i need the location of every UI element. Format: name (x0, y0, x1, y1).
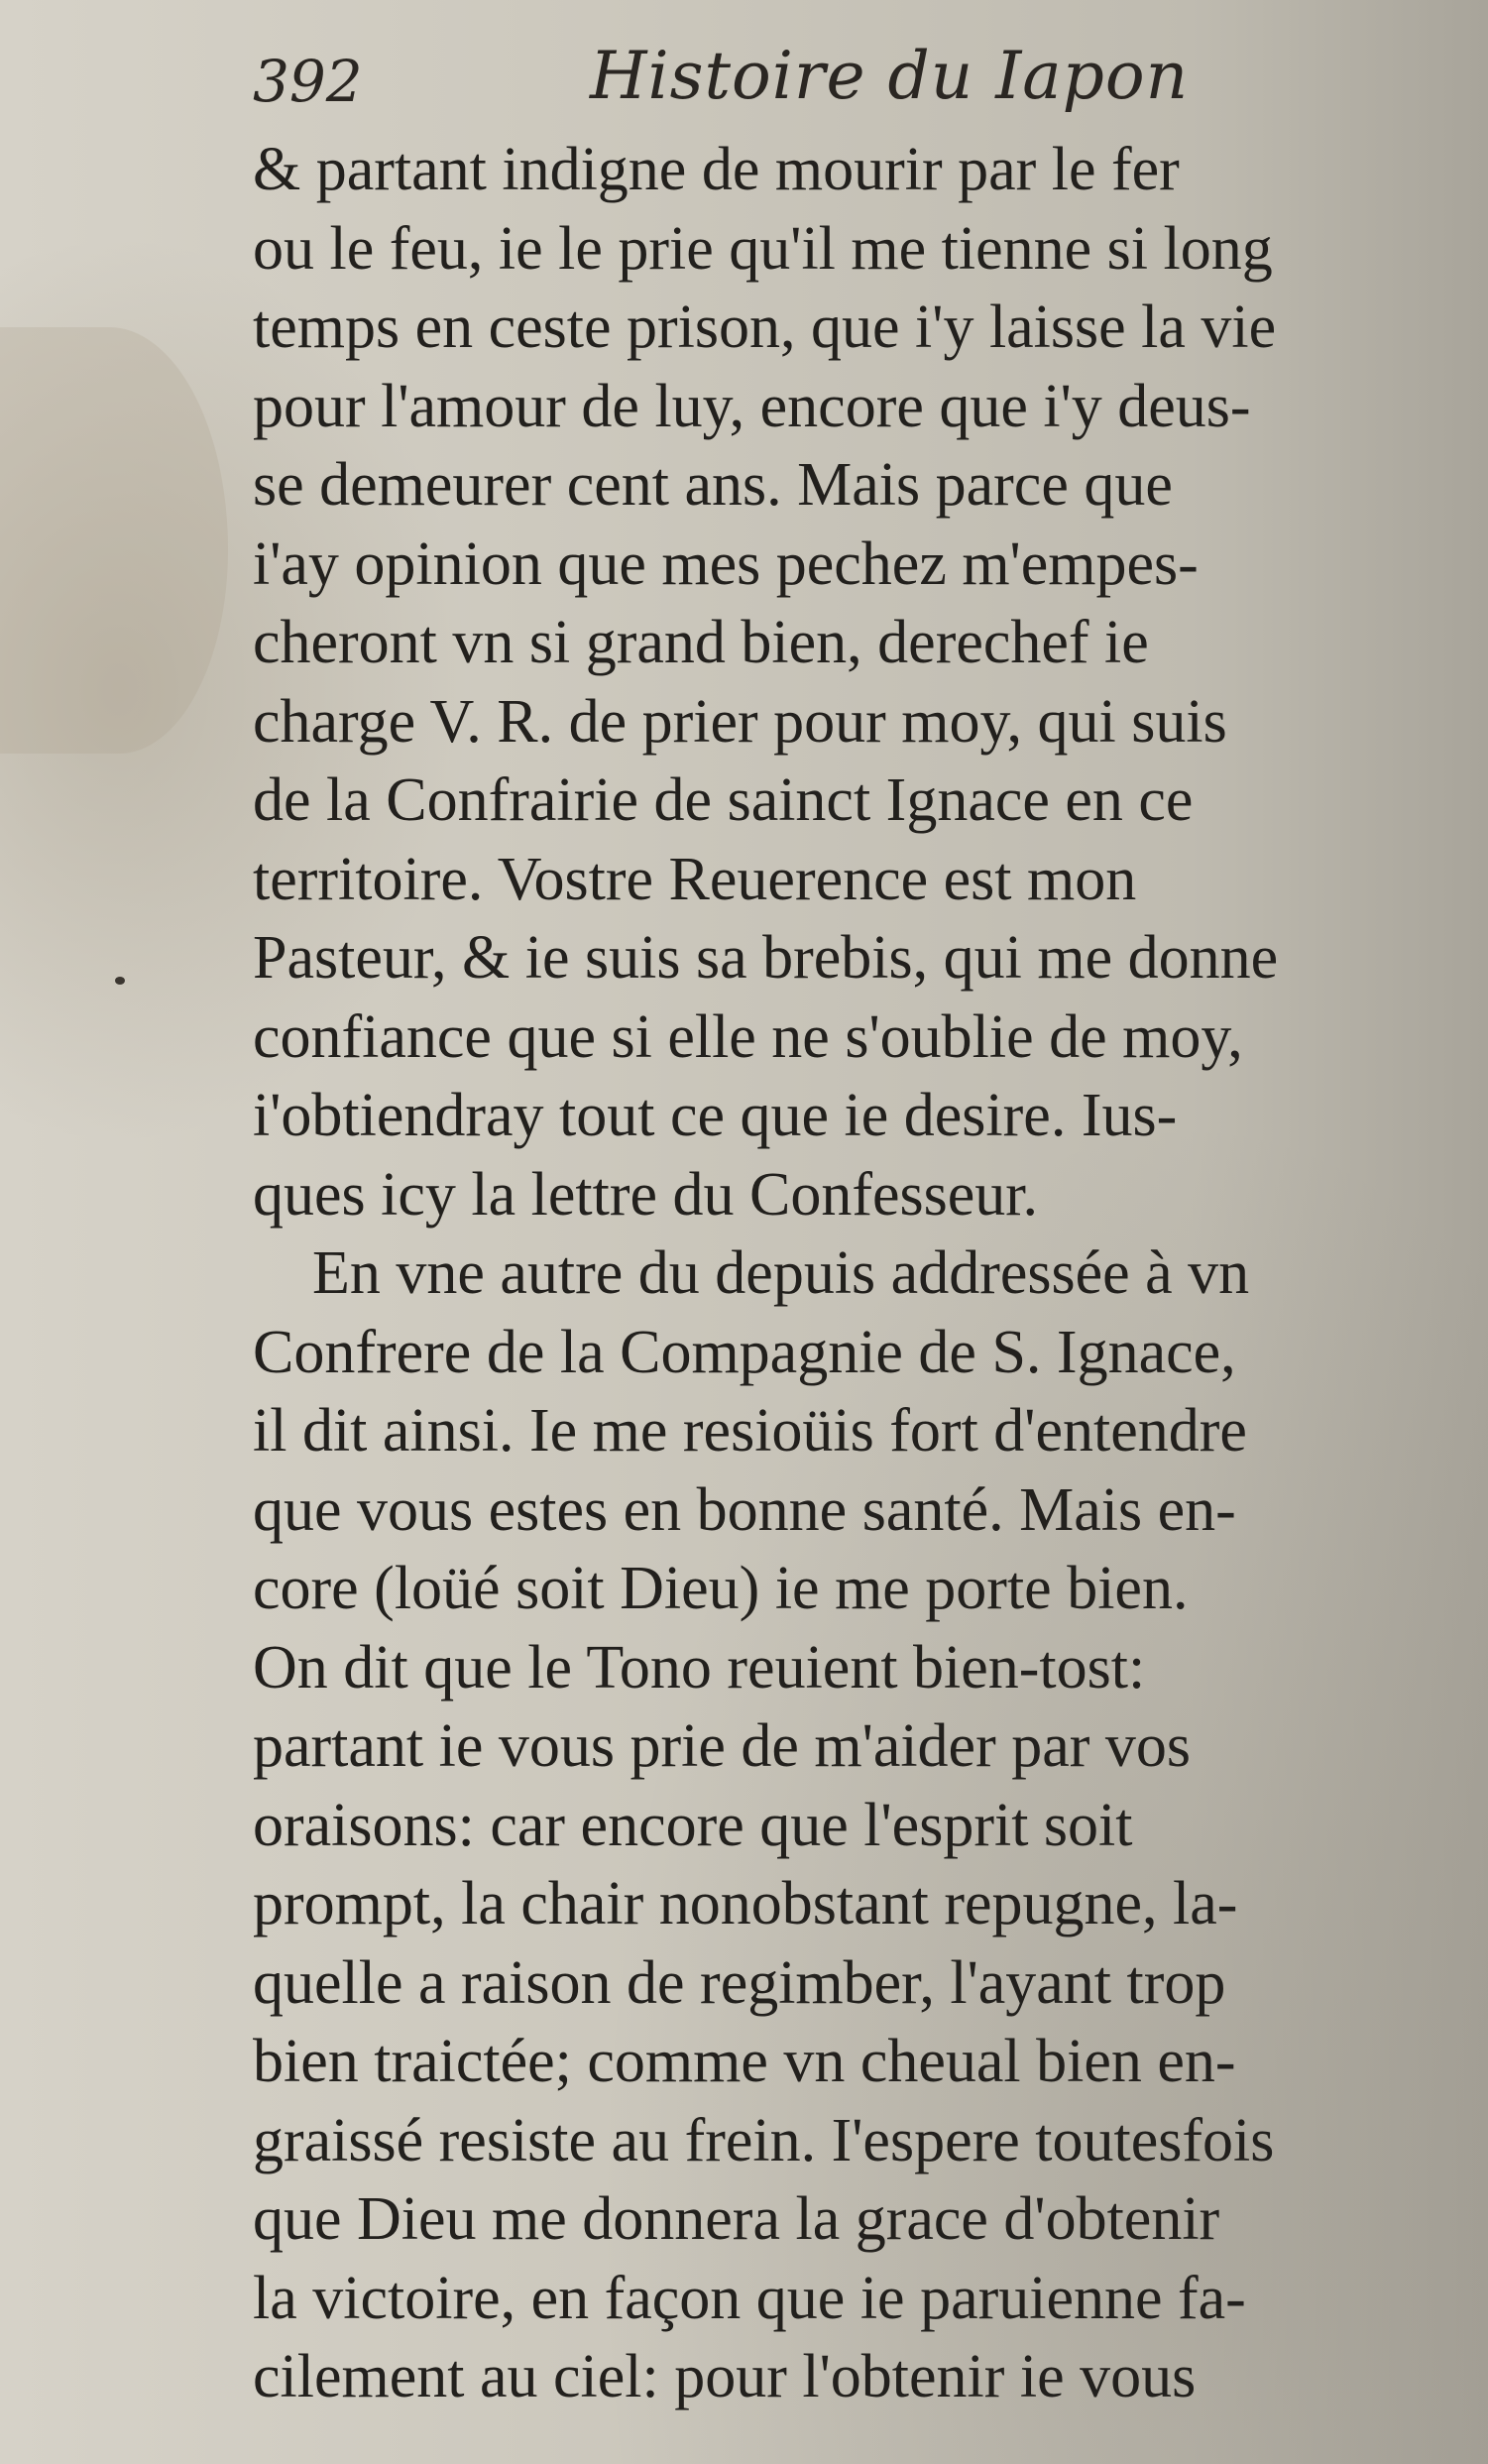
text-line: de la Confrairie de sainct Ignace en ce (253, 766, 1194, 834)
text-line: core (loüé soit Dieu) ie me porte bien. (253, 1555, 1189, 1622)
text-line: & partant indigne de mourir par le fer (253, 136, 1180, 203)
paper-stain (0, 327, 228, 754)
text-line: graissé resiste au frein. I'espere toutesfois (253, 2106, 1275, 2174)
text-line: que vous estes en bonne santé. Mais en- (253, 1475, 1236, 1544)
text-line: ques icy la lettre du Confesseur. (253, 1160, 1039, 1229)
text-line: On dit que le Tono reuient bien-tost: (253, 1633, 1146, 1701)
text-line: oraisons: car encore que l'esprit soit (253, 1791, 1133, 1859)
page-header (253, 38, 1442, 127)
text-line: pour l'amour de luy, encore que i'y deus- (253, 372, 1251, 440)
text-line: bien traictée; comme vn cheual bien en- (253, 2028, 1236, 2095)
text-line: Pasteur, & ie suis sa brebis, qui me donne (253, 924, 1279, 992)
text-line: territoire. Vostre Reuerence est mon (253, 845, 1137, 913)
text-line: la victoire, en façon que ie paruienne fa- (253, 2264, 1246, 2332)
paragraph-start-line: En vne autre du depuis addressée à vn (312, 1239, 1250, 1307)
text-line: ou le feu, ie le prie qu'il me tienne si long (253, 214, 1273, 283)
text-line: prompt, la chair nonobstant repugne, la- (253, 1870, 1238, 1937)
text-line: se demeurer cent ans. Mais parce que (253, 451, 1173, 519)
text-line: que Dieu me donnera la grace d'obtenir (253, 2185, 1220, 2253)
text-line: Confrere de la Compagnie de S. Ignace, (253, 1318, 1236, 1386)
text-line: confiance que si elle ne s'oublie de moy, (253, 1002, 1243, 1071)
margin-ink-mark (115, 977, 125, 985)
text-line: temps en ceste prison, que i'y laisse la vie (253, 293, 1277, 361)
text-line: cheront vn si grand bien, derechef ie (253, 609, 1149, 676)
text-line: il dit ainsi. Ie me resioüis fort d'entendre (253, 1397, 1247, 1465)
body-text (253, 131, 1428, 2417)
text-line: quelle a raison de regimber, l'ayant trop (253, 1948, 1226, 2017)
text-line: i'ay opinion que mes pechez m'empes- (253, 529, 1199, 598)
running-title: Histoire du Iapon (590, 38, 1190, 114)
text-line: charge V. R. de prier pour moy, qui suis (253, 687, 1227, 756)
text-line: i'obtiendray tout ce que ie desire. Ius- (253, 1082, 1178, 1149)
text-line: cilement au ciel: pour l'obtenir ie vous (253, 2343, 1197, 2410)
page-number: 392 (253, 48, 363, 115)
text-line: partant ie vous prie de m'aider par vos (253, 1712, 1192, 1780)
